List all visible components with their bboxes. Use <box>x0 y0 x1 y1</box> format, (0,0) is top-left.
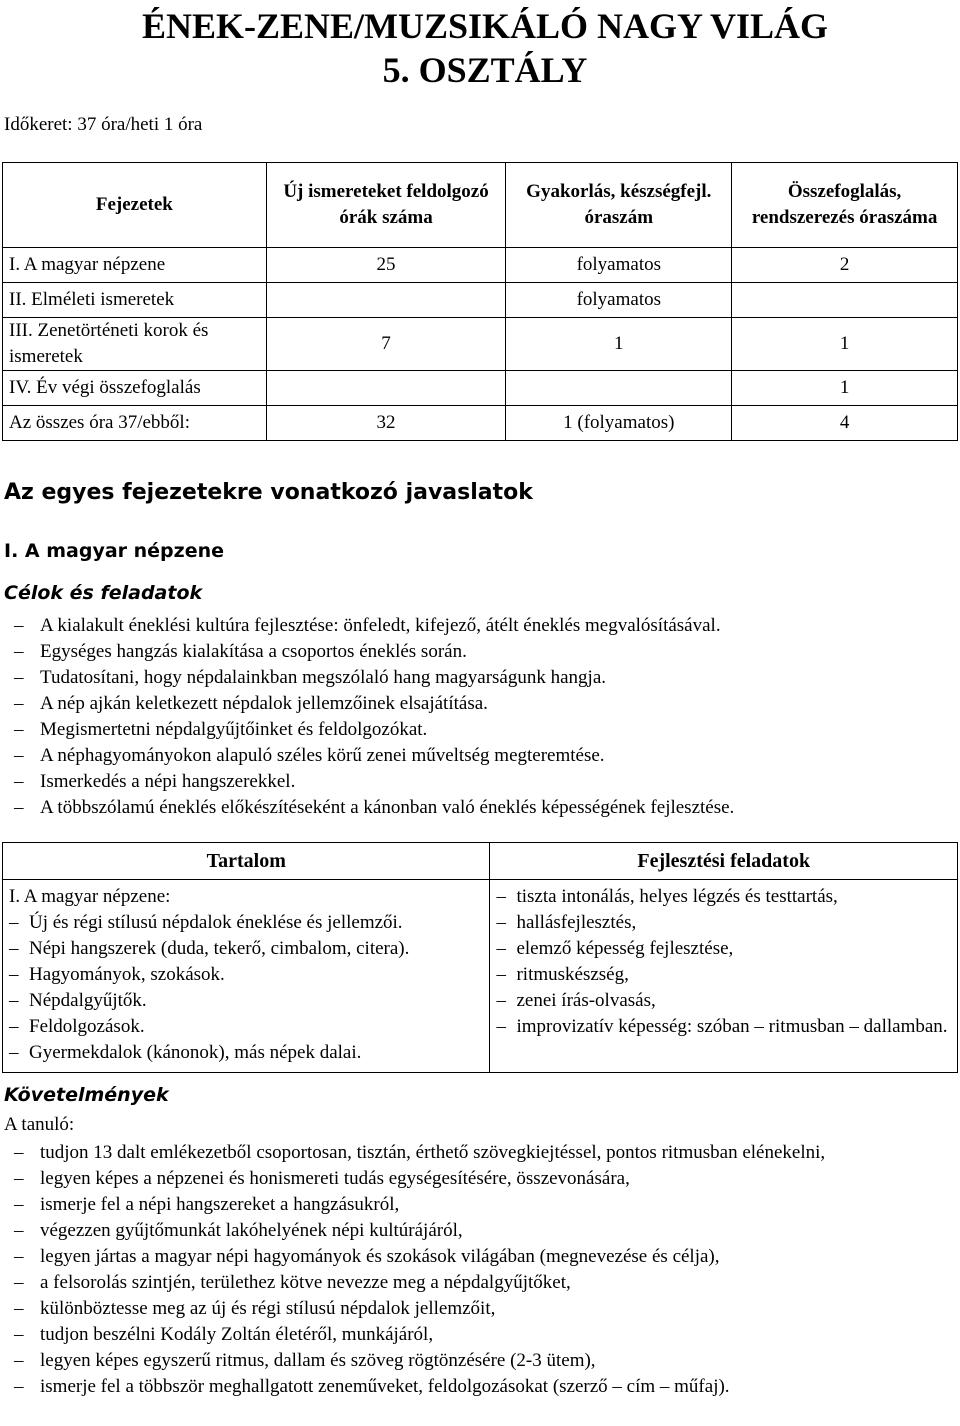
chapter-cell: Az összes óra 37/ebből: <box>3 406 267 441</box>
list-item: – ismerje fel a népi hangszereket a hangzásukról, <box>4 1192 932 1218</box>
chapter-cell: II. Elméleti ismeretek <box>3 283 267 318</box>
list-item: – A kialakult éneklési kultúra fejlesztése: önfeledt, kifejező, átélt éneklés megvalósításával. <box>4 613 934 639</box>
list-item: – elemző képesség fejlesztése, <box>496 936 951 962</box>
table-row <box>3 371 958 406</box>
practice-cell: 1 (folyamatos) <box>506 406 732 441</box>
development-cell <box>490 880 958 1073</box>
list-item: – legyen jártas a magyar népi hagyományok és szokások világában (megnevezése és célja), <box>4 1244 932 1270</box>
summary-cell: 4 <box>732 406 958 441</box>
summary-cell: 2 <box>732 248 958 283</box>
list-item: – Ismerkedés a népi hangszerekkel. <box>4 769 934 795</box>
header-content: Tartalom <box>3 843 490 880</box>
header-development: Fejlesztési feladatok <box>490 843 958 880</box>
title-line-2: 5. OSZTÁLY <box>382 50 588 90</box>
new-lessons-cell: 25 <box>266 248 506 283</box>
header-practice: Gyakorlás, készségfejl. óraszám <box>506 163 732 248</box>
list-item: – különböztesse meg az új és régi stílusú népdalok jellemzőit, <box>4 1296 932 1322</box>
content-header-row <box>3 843 958 880</box>
content-list <box>9 910 483 1066</box>
practice-cell: folyamatos <box>506 248 732 283</box>
list-item: – zenei írás-olvasás, <box>496 988 951 1014</box>
header-chapters: Fejezetek <box>3 163 267 248</box>
timeframe-text: Időkeret: 37 óra/heti 1 óra <box>4 114 203 135</box>
list-item: – A nép ajkán keletkezett népdalok jellemzőinek elsajátítása. <box>4 691 934 717</box>
header-summary: Összefoglalás, rendszerezés óraszáma <box>732 163 958 248</box>
list-item: – improvizatív képesség: szóban – ritmusban – dallamban. <box>496 1014 951 1040</box>
list-item: – a felsorolás szintjén, területhez kötve nevezze meg a népdalgyűjtőket, <box>4 1270 932 1296</box>
goals-title: Célok és feladatok <box>4 582 203 604</box>
list-item: – Új és régi stílusú népdalok éneklése és jellemzői. <box>9 910 483 936</box>
summary-cell: 1 <box>732 371 958 406</box>
list-item: – legyen képes egyszerű ritmus, dallam és szöveg rögtönzésére (2-3 ütem), <box>4 1348 932 1374</box>
list-item: – tudjon 13 dalt emlékezetből csoportosan, tisztán, érthető szövegkiejtéssel, pontos ritmusban elénekelni, <box>4 1140 932 1166</box>
new-lessons-cell: 7 <box>266 318 506 371</box>
title-line-1: ÉNEK-ZENE/MUZSIKÁLÓ NAGY VILÁG <box>141 6 829 46</box>
content-body-row <box>3 880 958 1073</box>
header-new-lessons: Új ismereteket feldolgozó órák száma <box>266 163 506 248</box>
practice-cell: 1 <box>506 318 732 371</box>
list-item: – A néphagyományokon alapuló széles körű zenei műveltség megteremtése. <box>4 743 934 769</box>
list-item: – Egységes hangzás kialakítása a csoportos éneklés során. <box>4 639 934 665</box>
chapter-cell: I. A magyar népzene <box>3 248 267 283</box>
table-row <box>3 283 958 318</box>
summary-cell <box>732 283 958 318</box>
new-lessons-cell <box>266 371 506 406</box>
content-table <box>2 842 958 1073</box>
practice-cell <box>506 371 732 406</box>
content-heading: I. A magyar népzene: <box>9 886 171 907</box>
list-item: – ismerje fel a többször meghallgatott zeneműveket, feldolgozásokat (szerző – cím – műfaj). <box>4 1374 932 1400</box>
list-item: – Tudatosítani, hogy népdalainkban megszólaló hang magyarságunk hangja. <box>4 665 934 691</box>
list-item: – Népdalgyűjtők. <box>9 988 483 1014</box>
table-row <box>3 318 958 371</box>
list-item: – hallásfejlesztés, <box>496 910 951 936</box>
development-list <box>496 884 951 1040</box>
requirements-title: Követelmények <box>4 1084 169 1106</box>
chapter-title: I. A magyar népzene <box>4 540 225 562</box>
list-item: – A többszólamú éneklés előkészítéseként a kánonban való éneklés képességének fejlesztése. <box>4 795 934 821</box>
table-row <box>3 406 958 441</box>
list-item: – Feldolgozások. <box>9 1014 483 1040</box>
section-title: Az egyes fejezetekre vonatkozó javaslatok <box>4 480 533 505</box>
overview-header-row <box>3 163 958 248</box>
document-title <box>0 4 960 92</box>
content-cell <box>3 880 490 1073</box>
overview-table <box>2 162 958 441</box>
list-item: – tiszta intonálás, helyes légzés és testtartás, <box>496 884 951 910</box>
summary-cell: 1 <box>732 318 958 371</box>
new-lessons-cell: 32 <box>266 406 506 441</box>
list-item: – Gyermekdalok (kánonok), más népek dalai. <box>9 1040 483 1066</box>
table-row <box>3 248 958 283</box>
list-item: – Hagyományok, szokások. <box>9 962 483 988</box>
chapter-cell: III. Zenetörténeti korok és ismeretek <box>3 318 267 371</box>
goals-list <box>4 613 934 821</box>
requirements-list <box>4 1140 932 1400</box>
list-item: – legyen képes a népzenei és honismereti tudás egységesítésére, összevonására, <box>4 1166 932 1192</box>
list-item: – Megismertetni népdalgyűjtőinket és feldolgozókat. <box>4 717 934 743</box>
list-item: – végezzen gyűjtőmunkát lakóhelyének népi kultúrájáról, <box>4 1218 932 1244</box>
new-lessons-cell <box>266 283 506 318</box>
list-item: – tudjon beszélni Kodály Zoltán életéről, munkájáról, <box>4 1322 932 1348</box>
chapter-cell: IV. Év végi összefoglalás <box>3 371 267 406</box>
student-label: A tanuló: <box>4 1114 75 1135</box>
list-item: – Népi hangszerek (duda, tekerő, cimbalom, citera). <box>9 936 483 962</box>
practice-cell: folyamatos <box>506 283 732 318</box>
list-item: – ritmuskészség, <box>496 962 951 988</box>
